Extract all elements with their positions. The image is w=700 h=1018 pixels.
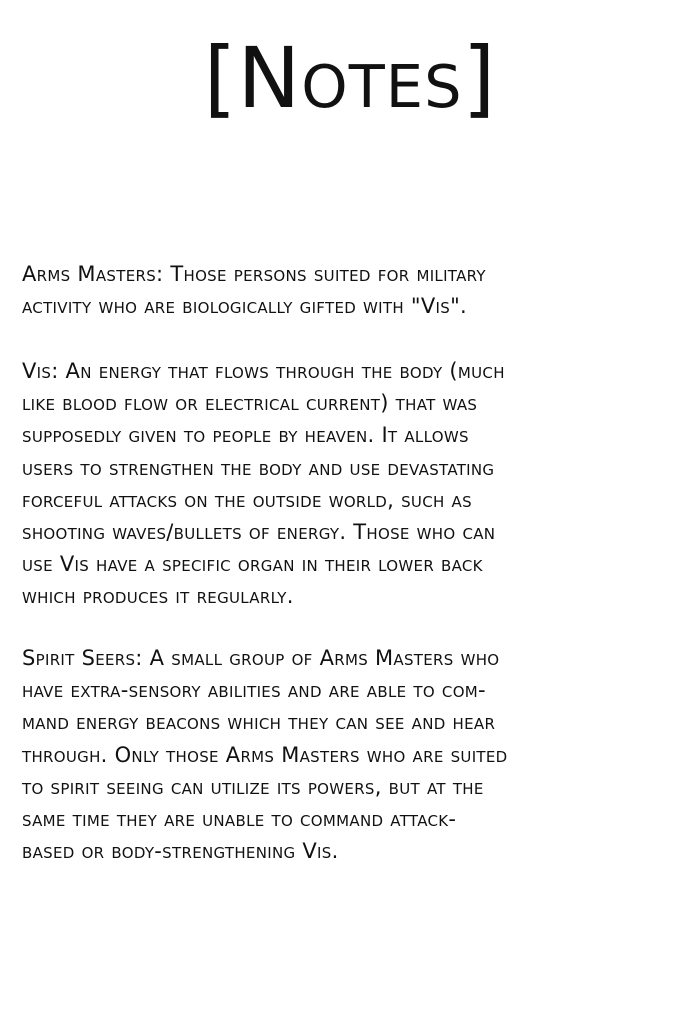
text-line: Arms Masters: Those persons suited for military — [22, 262, 486, 286]
page-title: [Notes] — [203, 29, 497, 127]
text-line: Spirit Seers: A small group of Arms Masters who — [22, 646, 500, 670]
text-line: through. Only those Arms Masters who are suited — [22, 742, 508, 767]
definition-arms-masters — [22, 258, 682, 322]
text-line: forceful attacks on the outside world, such as — [22, 487, 472, 512]
definition-vis — [22, 355, 682, 613]
text-line: same time they are unable to command attack- — [22, 807, 457, 832]
text-line: shooting waves/bullets of energy. Those who can — [22, 520, 496, 545]
text-line: supposedly given to people by heaven. It allows — [22, 423, 469, 448]
text-line: based or body-strengthening Vis. — [22, 839, 339, 864]
text-line: have extra-sensory abilities and are able to com- — [22, 678, 486, 703]
text-line: users to strengthen the body and use devastating — [22, 455, 495, 480]
text-line: which produces it regularly. — [22, 584, 294, 609]
text-line: like blood flow or electrical current) that was — [22, 391, 478, 416]
definition-spirit-seers — [22, 642, 682, 867]
text-line: use Vis have a specific organ in their lower back — [22, 552, 483, 577]
text-line: to spirit seeing can utilize its powers, but at the — [22, 774, 484, 799]
text-line: activity who are biologically gifted with "Vis". — [22, 294, 468, 319]
text-line: mand energy beacons which they can see and hear — [22, 710, 496, 735]
text-line: Vis: An energy that flows through the body (much — [22, 359, 505, 383]
